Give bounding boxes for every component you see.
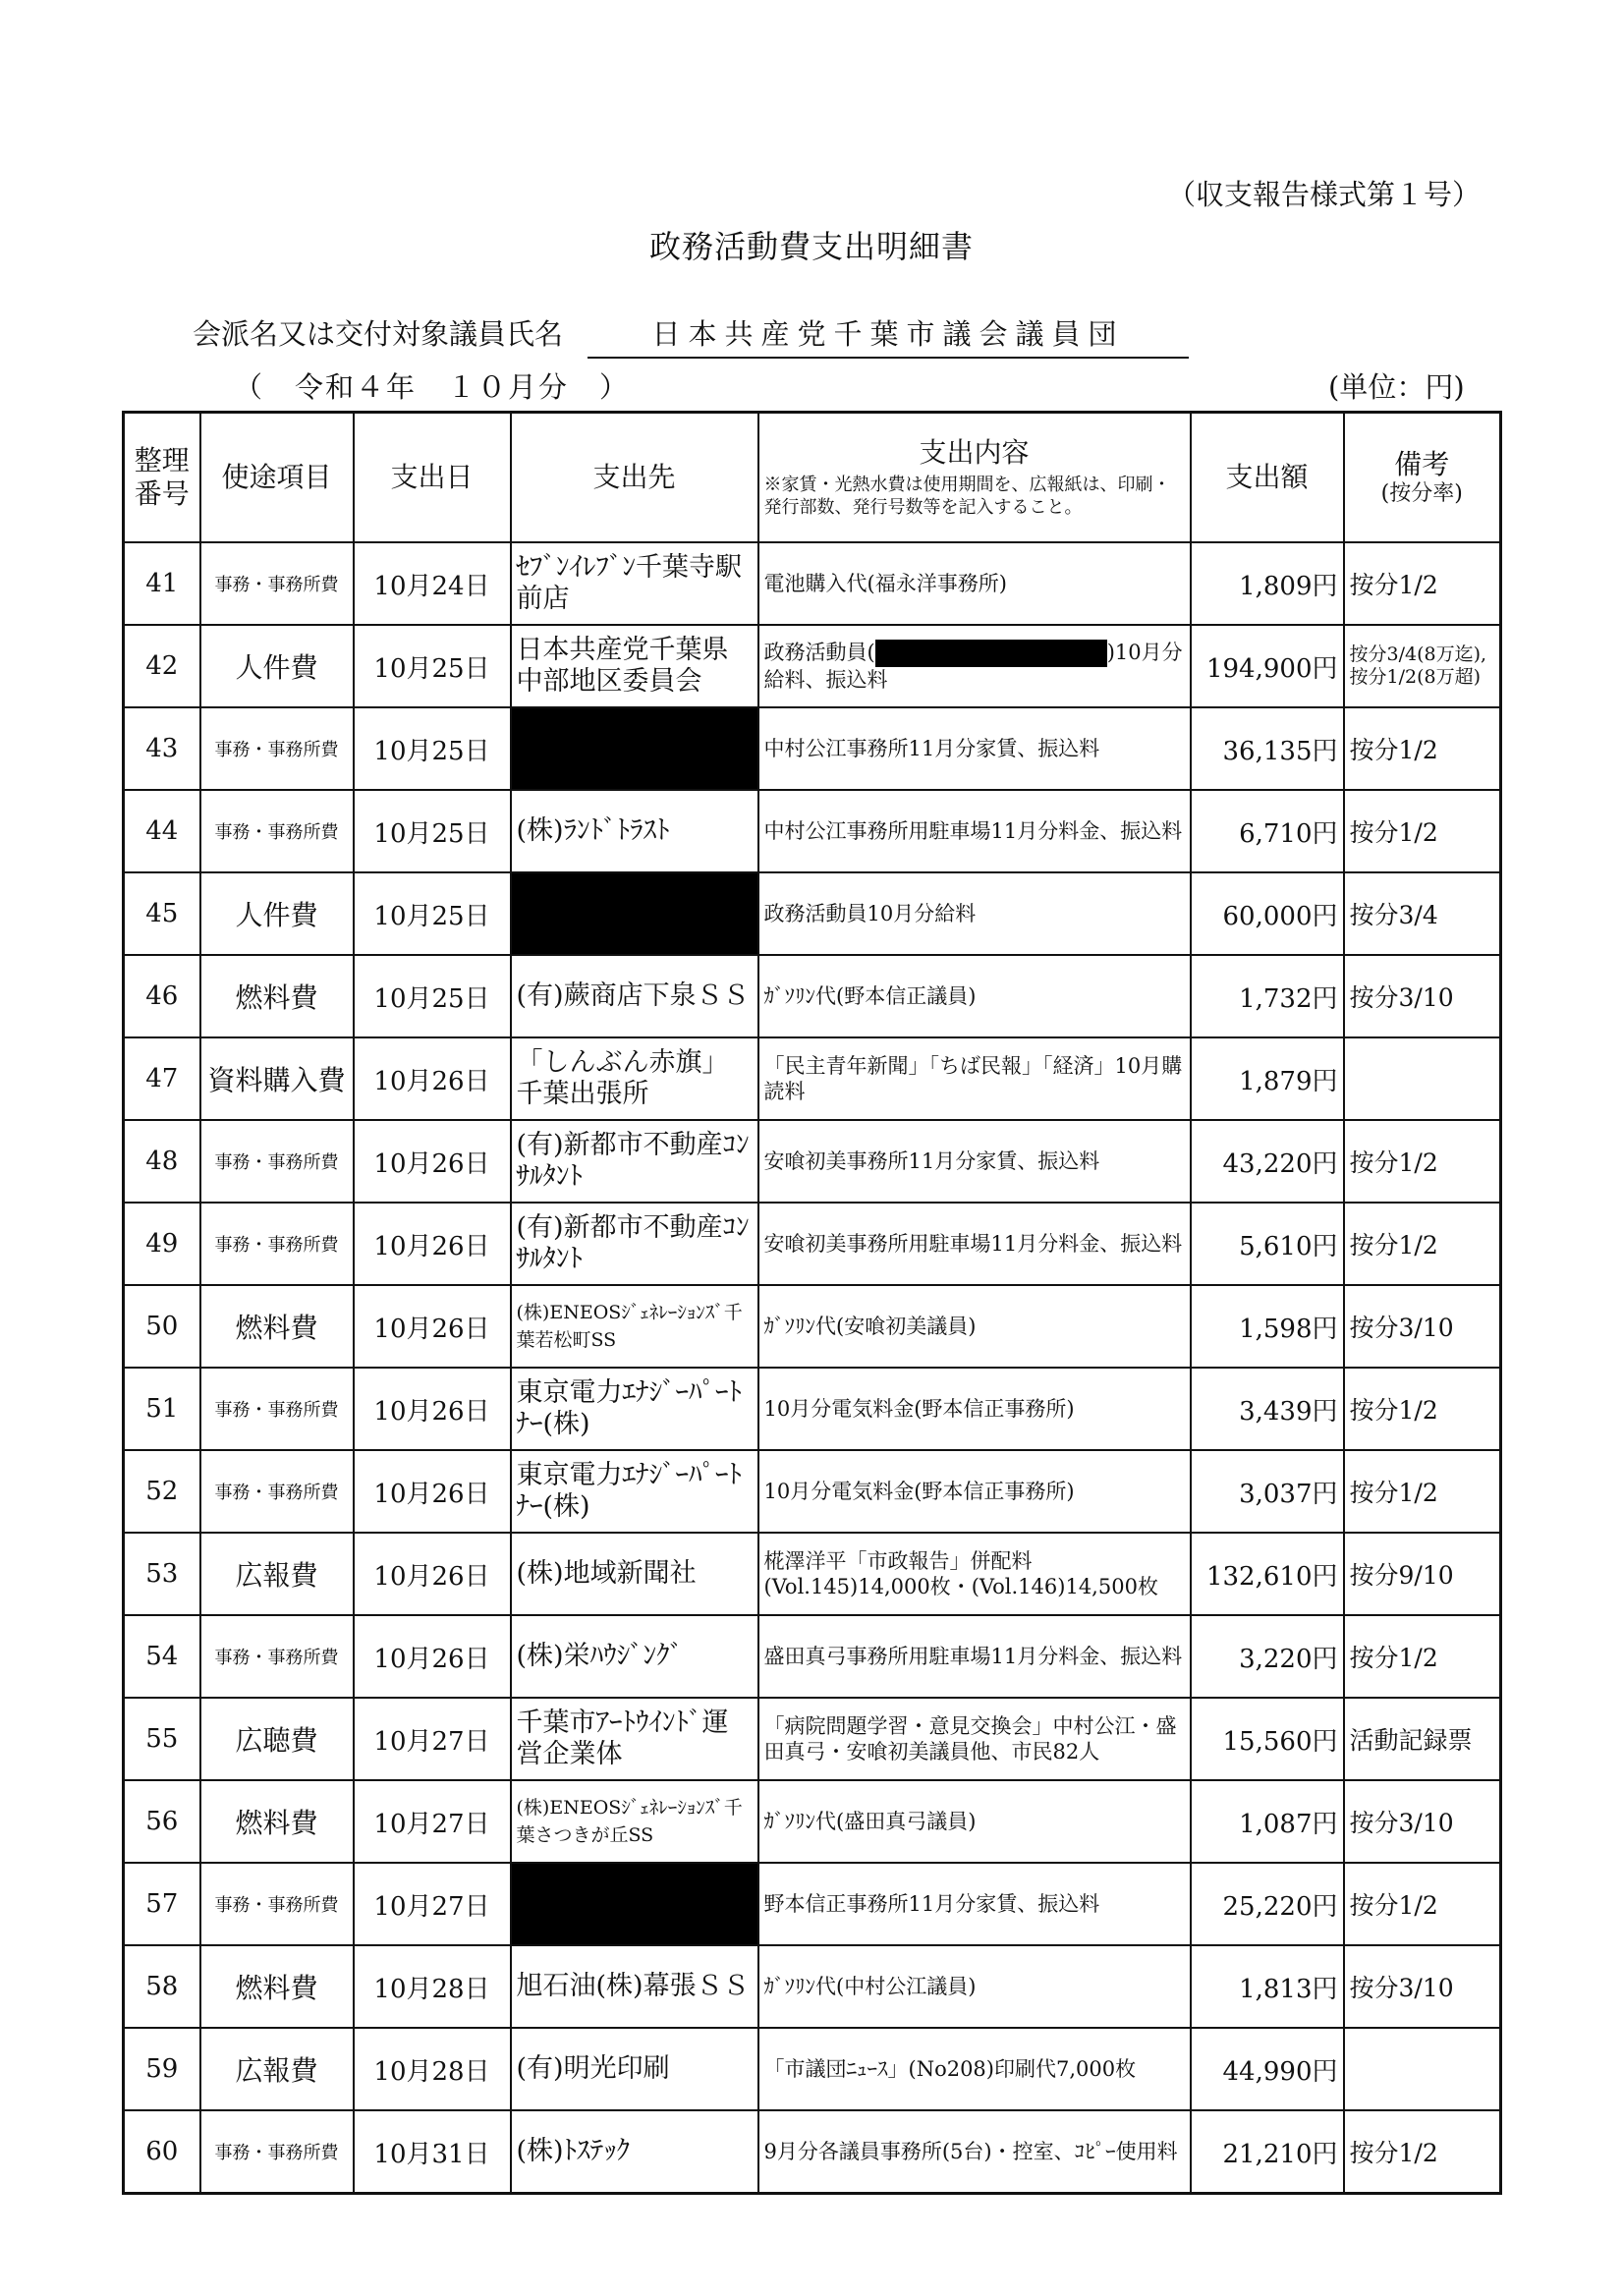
table-row — [124, 1780, 1501, 1863]
row-date: 10月27日 — [354, 1863, 511, 1945]
row-number: 52 — [124, 1450, 200, 1533]
row-category: 事務・事務所費 — [200, 1615, 354, 1698]
row-amount: 1,813円 — [1191, 1945, 1344, 2028]
row-remarks: 按分1/2 — [1344, 542, 1501, 625]
row-remarks: 按分3/10 — [1344, 1945, 1501, 2028]
row-category: 燃料費 — [200, 1945, 354, 2028]
row-description: 「市議団ﾆｭｰｽ」(No208)印刷代7,000枚 — [758, 2028, 1191, 2110]
row-payee: (株)栄ﾊｳｼﾞﾝｸﾞ — [511, 1615, 758, 1698]
header-description — [758, 413, 1191, 543]
row-payee: 旭石油(株)幕張ＳＳ — [511, 1945, 758, 2028]
row-number: 44 — [124, 790, 200, 872]
row-remarks: 按分1/2 — [1344, 1368, 1501, 1450]
row-number: 47 — [124, 1037, 200, 1120]
row-number: 41 — [124, 542, 200, 625]
row-description: ｶﾞｿﾘﾝ代(安喰初美議員) — [758, 1285, 1191, 1368]
table-row — [124, 1285, 1501, 1368]
header-remarks-sub: (按分率) — [1380, 480, 1463, 506]
row-payee: 千葉市ｱｰﾄｳｲﾝﾄﾞ運営企業体 — [511, 1698, 758, 1780]
row-amount: 194,900円 — [1191, 625, 1344, 707]
table-row — [124, 542, 1501, 625]
row-amount: 5,610円 — [1191, 1203, 1344, 1285]
row-payee: (有)新都市不動産ｺﾝｻﾙﾀﾝﾄ — [511, 1120, 758, 1203]
row-date: 10月26日 — [354, 1533, 511, 1615]
row-category: 事務・事務所費 — [200, 1863, 354, 1945]
row-description: ｶﾞｿﾘﾝ代(中村公江議員) — [758, 1945, 1191, 2028]
row-category: 燃料費 — [200, 1285, 354, 1368]
table-row — [124, 2110, 1501, 2194]
row-number: 46 — [124, 955, 200, 1037]
row-amount: 1,087円 — [1191, 1780, 1344, 1863]
redaction-block — [875, 640, 1107, 667]
row-payee-redacted — [511, 872, 758, 955]
row-date: 10月26日 — [354, 1368, 511, 1450]
row-category: 事務・事務所費 — [200, 1450, 354, 1533]
form-number: （収支報告様式第１号） — [1167, 178, 1482, 211]
row-description: 中村公江事務所用駐車場11月分料金、振込料 — [758, 790, 1191, 872]
row-remarks: 按分1/2 — [1344, 707, 1501, 790]
row-number: 53 — [124, 1533, 200, 1615]
row-date: 10月27日 — [354, 1780, 511, 1863]
row-amount: 3,439円 — [1191, 1368, 1344, 1450]
table-row — [124, 1120, 1501, 1203]
row-date: 10月26日 — [354, 1120, 511, 1203]
row-number: 49 — [124, 1203, 200, 1285]
row-amount: 1,879円 — [1191, 1037, 1344, 1120]
row-date: 10月25日 — [354, 790, 511, 872]
row-date: 10月24日 — [354, 542, 511, 625]
header-remarks-label: 備考 — [1394, 448, 1450, 480]
table-row — [124, 625, 1501, 707]
row-amount: 60,000円 — [1191, 872, 1344, 955]
row-number: 57 — [124, 1863, 200, 1945]
row-category: 人件費 — [200, 872, 354, 955]
row-amount: 43,220円 — [1191, 1120, 1344, 1203]
row-amount: 15,560円 — [1191, 1698, 1344, 1780]
row-amount: 21,210円 — [1191, 2110, 1344, 2194]
row-description: 政務活動員10月分給料 — [758, 872, 1191, 955]
row-category: 事務・事務所費 — [200, 1120, 354, 1203]
row-date: 10月25日 — [354, 625, 511, 707]
row-description: 9月分各議員事務所(5台)・控室、ｺﾋﾟｰ使用料 — [758, 2110, 1191, 2194]
row-date: 10月26日 — [354, 1615, 511, 1698]
table-row — [124, 872, 1501, 955]
row-number: 55 — [124, 1698, 200, 1780]
row-category: 事務・事務所費 — [200, 2110, 354, 2194]
header-payee: 支出先 — [511, 413, 758, 543]
row-date: 10月26日 — [354, 1203, 511, 1285]
row-date: 10月26日 — [354, 1450, 511, 1533]
table-row — [124, 1203, 1501, 1285]
row-number: 51 — [124, 1368, 200, 1450]
row-description: 10月分電気料金(野本信正事務所) — [758, 1368, 1191, 1450]
row-remarks: 按分1/2 — [1344, 1450, 1501, 1533]
row-category: 燃料費 — [200, 1780, 354, 1863]
table-row — [124, 1863, 1501, 1945]
row-remarks: 按分3/10 — [1344, 1780, 1501, 1863]
header-category: 使途項目 — [200, 413, 354, 543]
row-date: 10月31日 — [354, 2110, 511, 2194]
table-row — [124, 955, 1501, 1037]
row-category: 資料購入費 — [200, 1037, 354, 1120]
row-amount: 1,598円 — [1191, 1285, 1344, 1368]
row-payee-redacted — [511, 1863, 758, 1945]
row-number: 60 — [124, 2110, 200, 2194]
row-number: 43 — [124, 707, 200, 790]
row-category: 事務・事務所費 — [200, 542, 354, 625]
row-payee: 東京電力ｴﾅｼﾞｰﾊﾟｰﾄﾅｰ(株) — [511, 1450, 758, 1533]
row-payee: (株)ENEOSｼﾞｪﾈﾚｰｼｮﾝｽﾞ千葉さつきが丘SS — [511, 1780, 758, 1863]
row-description: ｶﾞｿﾘﾝ代(盛田真弓議員) — [758, 1780, 1191, 1863]
row-payee: (株)ENEOSｼﾞｪﾈﾚｰｼｮﾝｽﾞ千葉若松町SS — [511, 1285, 758, 1368]
expenditure-table — [122, 411, 1502, 2195]
row-description: 「病院問題学習・意見交換会」中村公江・盛田真弓・安喰初美議員他、市民82人 — [758, 1698, 1191, 1780]
row-category: 広報費 — [200, 1533, 354, 1615]
table-row — [124, 1368, 1501, 1450]
row-payee: (有)新都市不動産ｺﾝｻﾙﾀﾝﾄ — [511, 1203, 758, 1285]
row-number: 56 — [124, 1780, 200, 1863]
table-row — [124, 1533, 1501, 1615]
row-amount: 132,610円 — [1191, 1533, 1344, 1615]
row-description: 「民主青年新聞」「ちば民報」「経済」10月購読料 — [758, 1037, 1191, 1120]
row-remarks: 按分9/10 — [1344, 1533, 1501, 1615]
row-number: 54 — [124, 1615, 200, 1698]
row-description: 10月分電気料金(野本信正事務所) — [758, 1450, 1191, 1533]
row-date: 10月25日 — [354, 955, 511, 1037]
row-category: 人件費 — [200, 625, 354, 707]
row-remarks: 按分1/2 — [1344, 1863, 1501, 1945]
row-category: 広聴費 — [200, 1698, 354, 1780]
row-date: 10月28日 — [354, 2028, 511, 2110]
row-remarks: 按分1/2 — [1344, 1120, 1501, 1203]
row-payee-redacted — [511, 707, 758, 790]
row-payee: ｾﾌﾞﾝｲﾚﾌﾞﾝ千葉寺駅前店 — [511, 542, 758, 625]
table-row — [124, 707, 1501, 790]
row-remarks: 按分1/2 — [1344, 1203, 1501, 1285]
row-date: 10月25日 — [354, 872, 511, 955]
header-no: 整理番号 — [124, 413, 200, 543]
row-payee: 東京電力ｴﾅｼﾞｰﾊﾟｰﾄﾅｰ(株) — [511, 1368, 758, 1450]
row-description: ｶﾞｿﾘﾝ代(野本信正議員) — [758, 955, 1191, 1037]
row-amount: 1,732円 — [1191, 955, 1344, 1037]
row-amount: 44,990円 — [1191, 2028, 1344, 2110]
row-category: 事務・事務所費 — [200, 1203, 354, 1285]
row-description: 椛澤洋平「市政報告」併配料(Vol.145)14,000枚・(Vol.146)14,500枚 — [758, 1533, 1191, 1615]
row-number: 58 — [124, 1945, 200, 2028]
row-description: 野本信正事務所11月分家賃、振込料 — [758, 1863, 1191, 1945]
row-category: 事務・事務所費 — [200, 790, 354, 872]
row-amount: 6,710円 — [1191, 790, 1344, 872]
row-amount: 1,809円 — [1191, 542, 1344, 625]
row-category: 広報費 — [200, 2028, 354, 2110]
row-amount: 36,135円 — [1191, 707, 1344, 790]
header-amount: 支出額 — [1191, 413, 1344, 543]
row-description — [758, 625, 1191, 707]
row-category: 燃料費 — [200, 955, 354, 1037]
row-amount: 3,220円 — [1191, 1615, 1344, 1698]
row-payee: (株)ﾗﾝﾄﾞﾄﾗｽﾄ — [511, 790, 758, 872]
row-description-text: 政務活動員( — [763, 640, 875, 664]
row-remarks: 按分1/2 — [1344, 2110, 1501, 2194]
row-description: 安喰初美事務所11月分家賃、振込料 — [758, 1120, 1191, 1203]
row-remarks: 按分3/4(8万迄),按分1/2(8万超) — [1344, 625, 1501, 707]
row-amount: 3,037円 — [1191, 1450, 1344, 1533]
row-date: 10月26日 — [354, 1037, 511, 1120]
row-number: 45 — [124, 872, 200, 955]
row-remarks — [1344, 2028, 1501, 2110]
reporting-period: （ 令和４年 １０月分 ） — [234, 370, 631, 404]
table-row — [124, 1450, 1501, 1533]
header-description-label: 支出内容 — [919, 435, 1030, 469]
row-date: 10月26日 — [354, 1285, 511, 1368]
row-description: 盛田真弓事務所用駐車場11月分料金、振込料 — [758, 1615, 1191, 1698]
row-payee: (株)ﾄｽﾃｯｸ — [511, 2110, 758, 2194]
row-payee: 「しんぶん赤旗」千葉出張所 — [511, 1037, 758, 1120]
row-number: 48 — [124, 1120, 200, 1203]
table-row — [124, 1037, 1501, 1120]
table-row — [124, 1615, 1501, 1698]
row-number: 50 — [124, 1285, 200, 1368]
table-row — [124, 1698, 1501, 1780]
header-remarks — [1344, 413, 1501, 543]
row-remarks: 按分1/2 — [1344, 790, 1501, 872]
group-label: 会派名又は交付対象議員氏名 — [193, 317, 564, 351]
unit-label: (単位：円) — [1328, 370, 1465, 404]
row-remarks — [1344, 1037, 1501, 1120]
row-description: 安喰初美事務所用駐車場11月分料金、振込料 — [758, 1203, 1191, 1285]
row-remarks: 按分3/4 — [1344, 872, 1501, 955]
row-number: 42 — [124, 625, 200, 707]
row-number: 59 — [124, 2028, 200, 2110]
group-name: 日本共産党千葉市議会議員団 — [588, 312, 1189, 359]
table-row — [124, 1945, 1501, 2028]
row-date: 10月28日 — [354, 1945, 511, 2028]
row-remarks: 按分1/2 — [1344, 1615, 1501, 1698]
table-row — [124, 2028, 1501, 2110]
row-description: 中村公江事務所11月分家賃、振込料 — [758, 707, 1191, 790]
document-title: 政務活動費支出明細書 — [648, 228, 974, 265]
row-description-text-after: )10月分給料、振込料 — [763, 640, 1183, 693]
row-payee: 日本共産党千葉県中部地区委員会 — [511, 625, 758, 707]
row-amount: 25,220円 — [1191, 1863, 1344, 1945]
row-payee: (有)蕨商店下泉ＳＳ — [511, 955, 758, 1037]
row-remarks: 按分3/10 — [1344, 1285, 1501, 1368]
table-row — [124, 790, 1501, 872]
row-remarks: 活動記録票 — [1344, 1698, 1501, 1780]
header-date: 支出日 — [354, 413, 511, 543]
row-category: 事務・事務所費 — [200, 707, 354, 790]
header-description-note: ※家賃・光熱水費は使用期間を、広報紙は、印刷・発行部数、発行号数等を記入すること。 — [763, 475, 1171, 518]
row-payee: (有)明光印刷 — [511, 2028, 758, 2110]
row-remarks: 按分3/10 — [1344, 955, 1501, 1037]
row-date: 10月27日 — [354, 1698, 511, 1780]
row-date: 10月25日 — [354, 707, 511, 790]
table-body — [124, 542, 1501, 2194]
row-description: 電池購入代(福永洋事務所) — [758, 542, 1191, 625]
header-row — [124, 413, 1501, 543]
row-payee: (株)地域新聞社 — [511, 1533, 758, 1615]
row-category: 事務・事務所費 — [200, 1368, 354, 1450]
